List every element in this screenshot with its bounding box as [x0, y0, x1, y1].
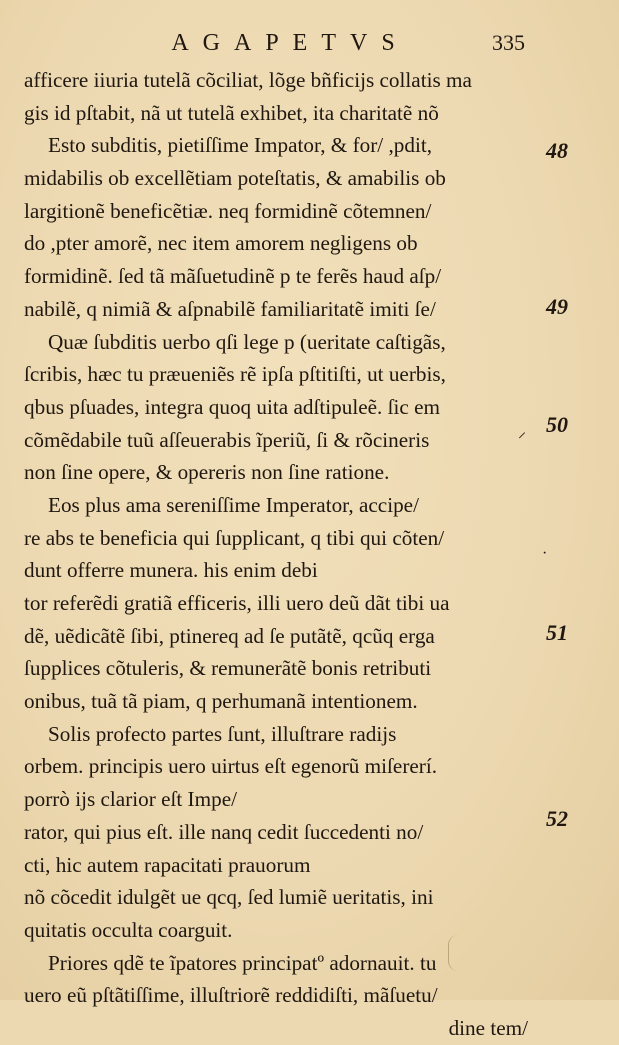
text-line: afficere iiuria tutelã cõciliat, lõge bñficijs collatis ma [24, 68, 472, 92]
text-line: tor referẽdi gratiã efficeris, illi uero deũ dãt tibi ua [24, 591, 450, 615]
text-line: midabilis ob excellẽtiam poteſtatis, & amabilis ob [24, 166, 446, 191]
text-line: nabilẽ, q nimiã & aſpnabilẽ familiaritatẽ imiti ſe/ [24, 296, 436, 321]
text-line: do ,pter amorẽ, nec item amorem negligens ob [24, 231, 418, 256]
text-line: nõ cõcedit idulgẽt ue qcq, ſed lumiẽ ueritatis, ini [24, 885, 434, 910]
text-line: quitatis occulta coarguit. [24, 917, 233, 942]
margin-section-number: 51 [546, 620, 568, 645]
text-line: ſcribis, hæc tu præueniẽs rẽ ipſa pſtitiſti, ut uerbis, [24, 362, 446, 387]
catchword-line: dine tem/ [448, 1015, 528, 1040]
running-header-title: AGAPETVS [171, 30, 409, 56]
page-number: 335 [492, 30, 525, 55]
margin-section-number: 48 [546, 138, 568, 163]
text-line: non ſine opere, & opereris non ſine ratione. [24, 460, 390, 485]
text-line: qbus pſuades, integra quoq uita adſtipuleẽ. ſic em [24, 394, 440, 419]
text-line: dẽ, uẽdicãtẽ ſibi, ptinereq ad ſe putãtẽ, qcũq erga [24, 623, 435, 648]
text-line: Priores qdẽ te ĩpatores principatº adornauit. tu [48, 950, 437, 975]
body-text [24, 64, 534, 1045]
text-line: re abs te beneficia qui ſupplicant, q tibi qui cõten/ [24, 525, 445, 550]
text-line: uero eũ pſtãtiſſime, illuſtriorẽ reddidiſti, mãſuetu/ [24, 983, 438, 1008]
margin-section-number: 52 [546, 806, 568, 831]
text-line: Eos plus ama sereniſſime Imperator, accipe/ [48, 492, 419, 517]
text-line: largitionẽ beneficẽtiæ. neq formidinẽ cõtemnen/ [24, 198, 432, 223]
text-line: cti, hic autem rapacitati prauorum [24, 852, 311, 877]
text-line: Esto subditis, pietiſſime Impator, & for/ ,pdit, [48, 133, 433, 158]
text-line: Solis profecto partes ſunt, illuſtrare radijs [48, 721, 397, 746]
margin-section-number: 49 [546, 294, 568, 319]
text-line: ſupplices cõtuleris, & remunerãtẽ bonis retributi [24, 656, 432, 681]
text-line: cõmẽdabile tuũ aſſeuerabis ĩperiũ, ſi & rõcineris [24, 427, 430, 452]
text-line: Quæ ſubditis uerbo qſi lege p (ueritate caſtigãs, [48, 329, 446, 354]
text-line: gis id pſtabit, nã ut tutelã exhibet, ita charitatẽ nõ [24, 100, 439, 125]
text-line: rator, qui pius eſt. ille nanq cedit ſuccedenti no/ [24, 819, 424, 844]
text-line: onibus, tuã tã piam, q perhumanã intentionem. [24, 689, 418, 714]
text-line: formidinẽ. ſed tã mãſuetudinẽ p te ferẽs haud aſp/ [24, 264, 442, 289]
text-line: dunt offerre munera. his enim debi [24, 558, 318, 583]
margin-mark: ⸝ [518, 424, 527, 441]
text-line: orbem. principis uero uirtus eſt egenorũ miſererí. [24, 754, 438, 779]
margin-section-number: 50 [546, 412, 568, 437]
page-stain [448, 935, 461, 971]
margin-mark: · [542, 545, 548, 562]
text-line: porrò ijs clarior eſt Impe/ [24, 787, 237, 812]
